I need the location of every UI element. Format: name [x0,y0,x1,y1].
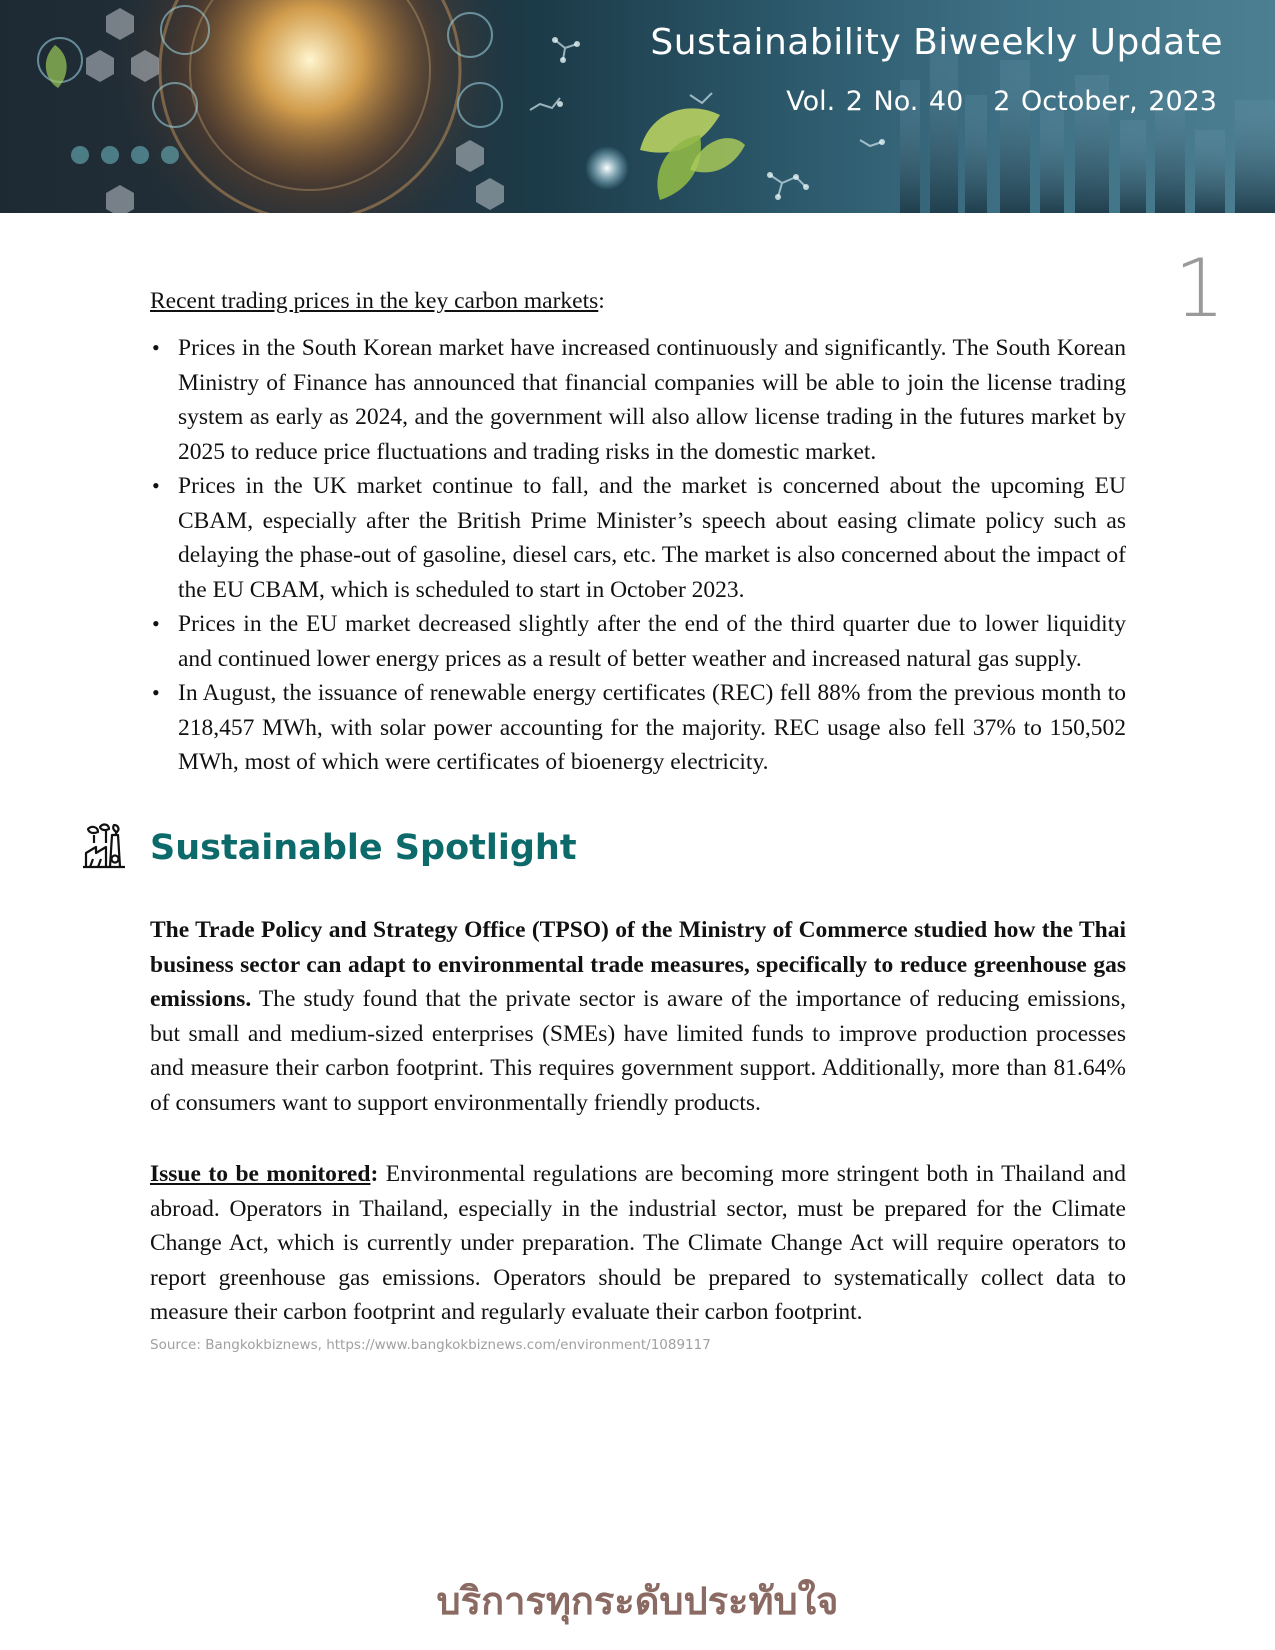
spotlight-title: Sustainable Spotlight [150,828,577,868]
issue-label: Issue to be monitored [150,1161,371,1187]
issue-text: Environmental regulations are becoming more stringent both in Thailand and abroad. Operators in Thailand, especially in the industrial sector, must be prepared for the Climate Change Act, which is currently under preparation. The Climate Change Act will require operators to report greenhouse gas emissions. Operators should be prepared to systematically collect data to measure their carbon footprint and regularly evaluate their carbon footprint. [150,1161,1126,1325]
issue-date: 2 October, 2023 [993,86,1217,117]
list-item: • Prices in the South Korean market have increased continuously and significantly. The South Korean Ministry of Finance has announced that financial companies will be able to join the license trading system as early as 2024, and the government will also allow license trading in the futures market by 2025 to reduce price fluctuations and trading risks in the domestic market. [178,331,1126,469]
carbon-markets-list [150,331,1126,780]
heading-colon: : [598,288,605,314]
spotlight-lead-rest: The study found that the private sector is aware of the importance of reducing emissions, but small and medium-sized enterprises (SMEs) have limited funds to improve production processes and measure their carbon footprint. This requires government support. Additionally, more than 81.64% of consumers want to support environmentally friendly products. [150,986,1126,1116]
source-citation: Source: Bangkokbiznews, https://www.bangkokbiznews.com/environment/1089117 [150,1337,711,1353]
spotlight-heading [80,820,577,876]
spotlight-paragraph [150,913,1126,1120]
footer-slogan: บริการทุกระดับประทับใจ [436,1579,839,1623]
list-item: • Prices in the UK market continue to fall, and the market is concerned about the upcoming EU CBAM, especially after the British Prime Minister’s speech about easing climate policy such as delaying the phase-out of gasoline, diesel cars, etc. The market is also concerned about the impact of the EU CBAM, which is scheduled to start in October 2023. [178,469,1126,607]
factory-plant-icon [80,821,128,876]
carbon-markets-heading [150,284,1126,319]
issue-paragraph [150,1157,1126,1330]
carbon-markets-heading-text: Recent trading prices in the key carbon markets [150,288,599,314]
volume-label: Vol. 2 No. 40 [786,86,964,117]
newsletter-title: Sustainability Biweekly Update [650,22,1223,63]
page-number: 1 [1174,242,1225,335]
header-banner [0,0,1275,213]
list-item: • Prices in the EU market decreased slightly after the end of the third quarter due to lower liquidity and continued lower energy prices as a result of better weather and increased natural gas supply. [178,607,1126,676]
issue-colon: : [370,1161,379,1187]
list-item: • In August, the issuance of renewable energy certificates (REC) fell 88% from the previous month to 218,457 MWh, with solar power accounting for the majority. REC usage also fell 37% to 150,502 MWh, most of which were certificates of bioenergy electricity. [178,676,1126,780]
spotlight-lead-bold: The Trade Policy and Strategy Office (TPSO) of the Ministry of Commerce studied how the Thai business sector can adapt to environmental trade measures, specifically to reduce greenhouse gas emissions. [150,917,1126,1012]
issue-info [786,86,1217,117]
